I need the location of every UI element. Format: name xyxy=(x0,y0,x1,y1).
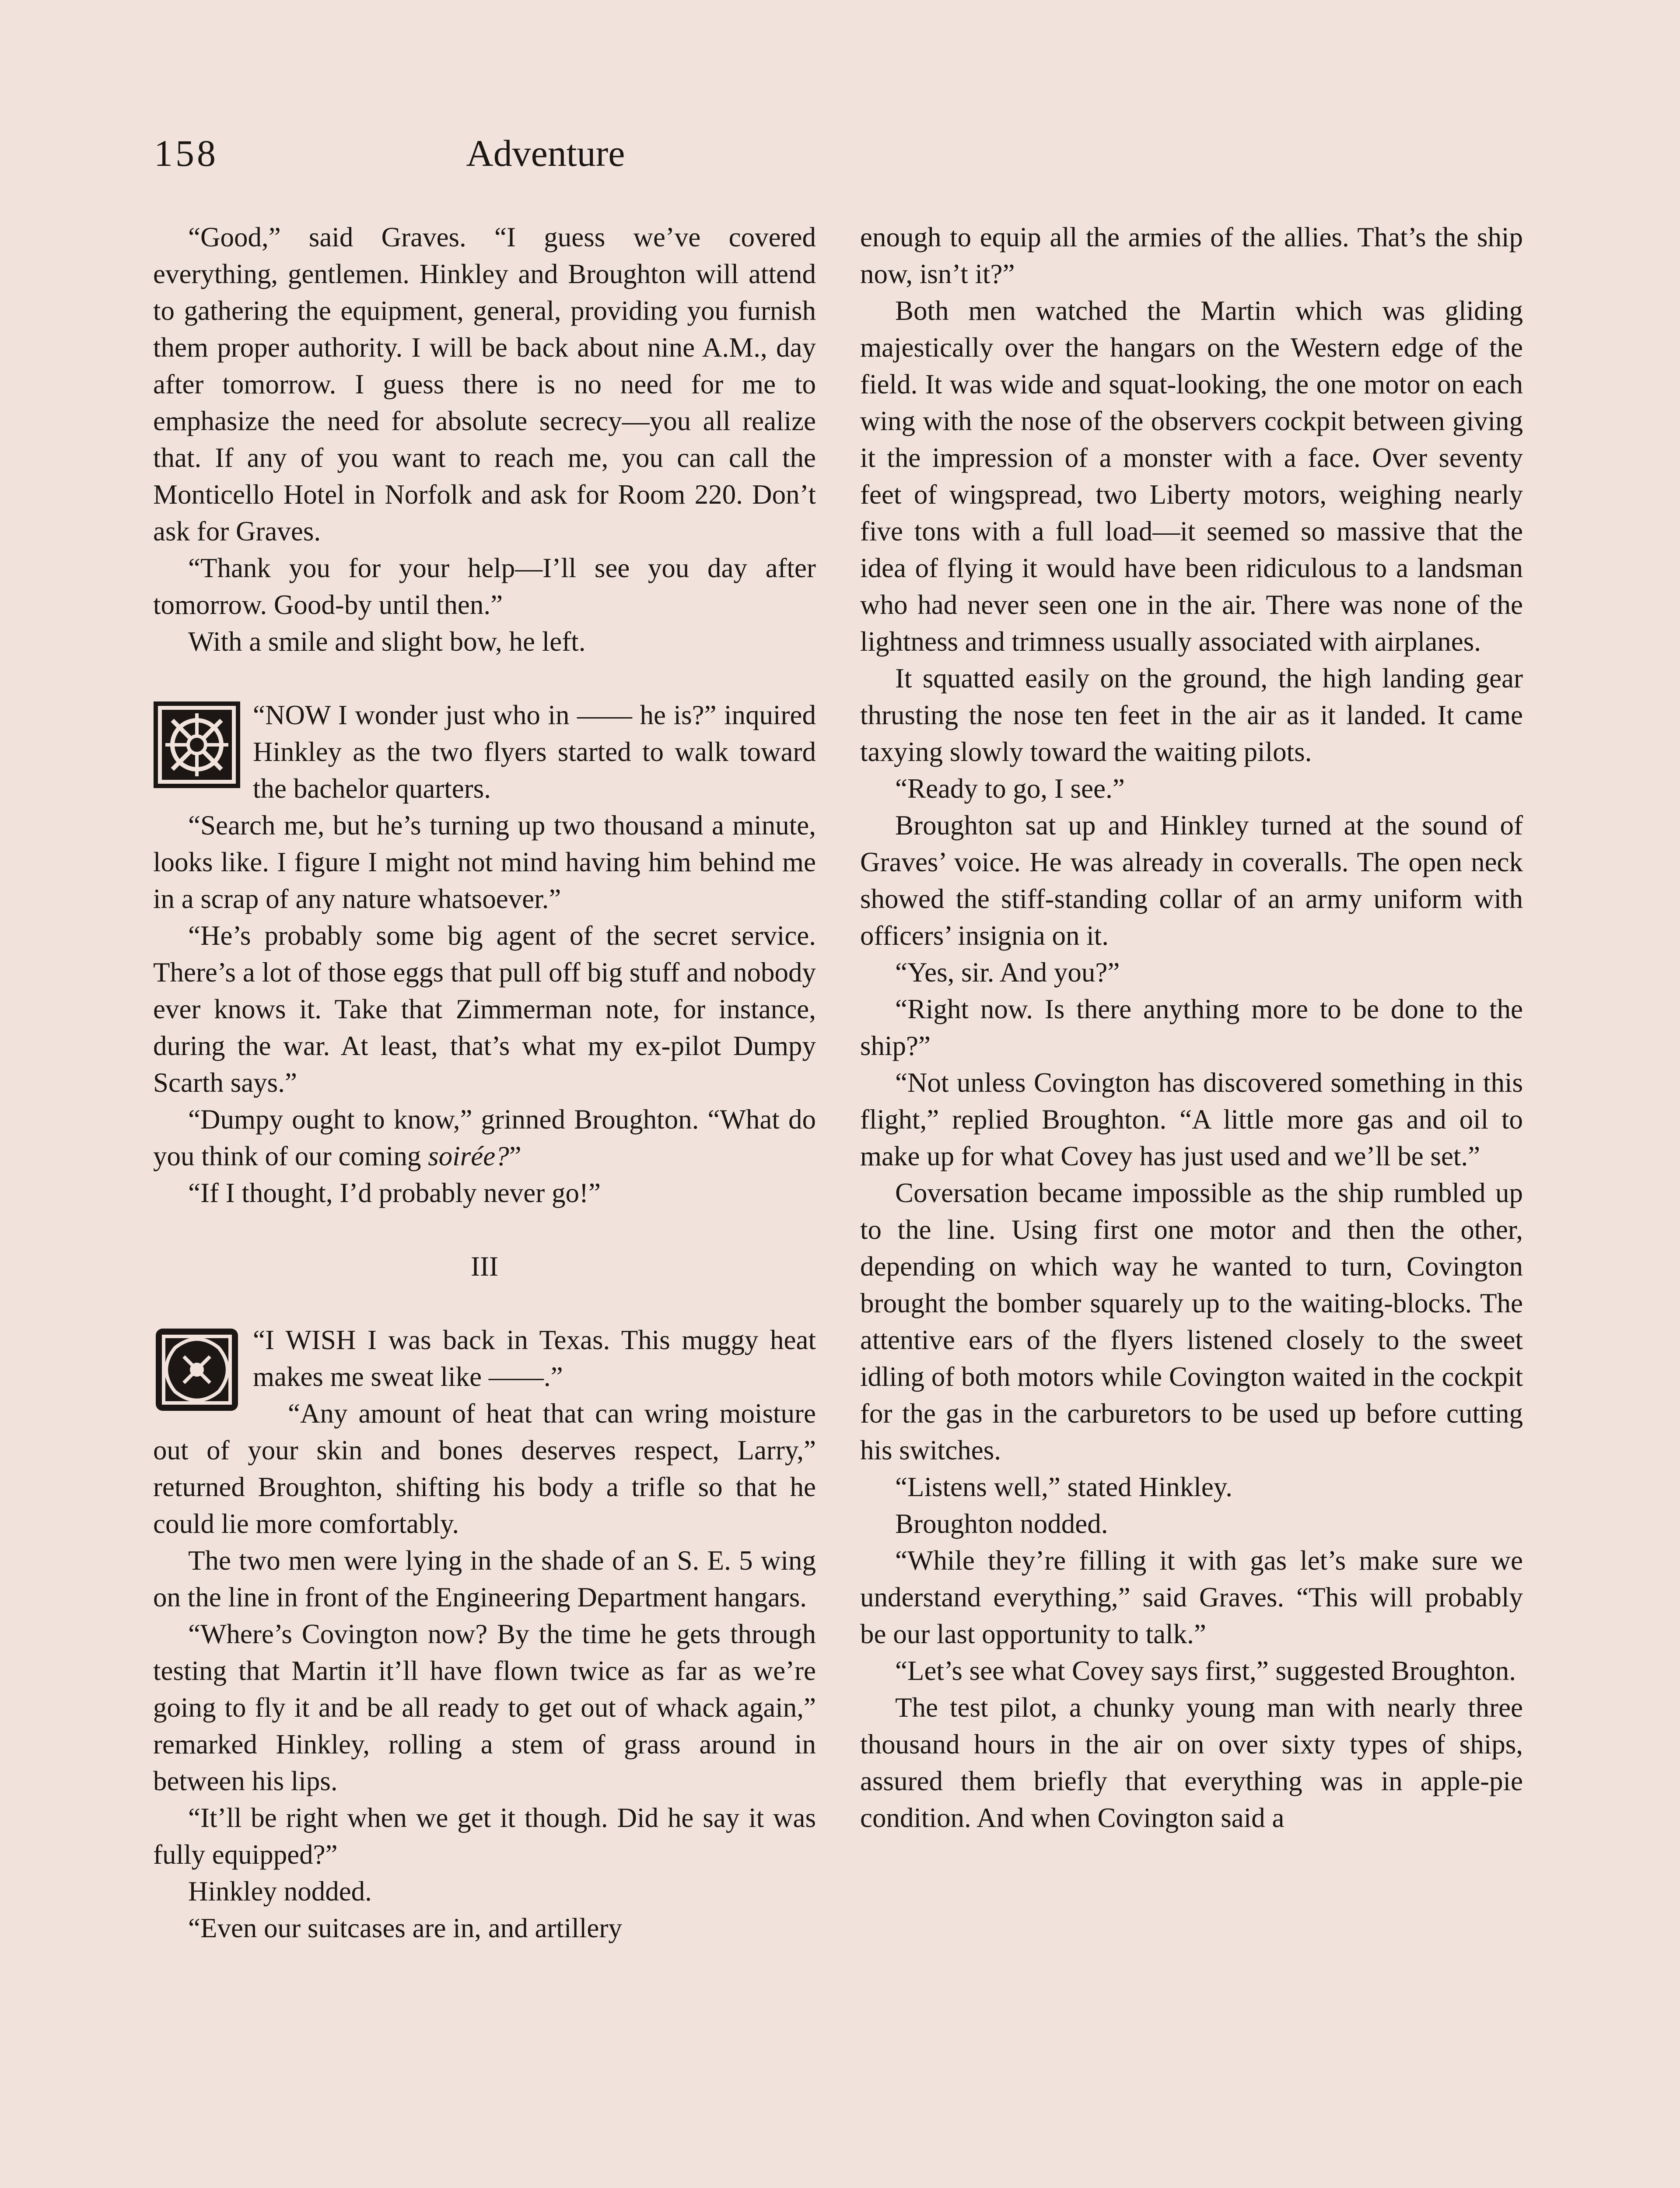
paragraph: Broughton sat up and Hinkley turned at the sound of Graves’ voice. He was already in coveralls. The open neck showed the stiff-standing collar of an army uniform with officers’ insignia on it. xyxy=(860,810,1523,951)
paragraph: Coversation became impossible as the ship rumbled up to the line. Using first one motor and then the other, depending on which way he wanted to turn, Covington brought the bomber squarely up to the waiting-blocks. The attentive ears of the flyers listened closely to the sweet idling of both motors while Covington waited in the cockpit for the gas in the carburetors to be used up before cutting his switches. xyxy=(860,1178,1523,1466)
paragraph: Broughton nodded. xyxy=(895,1508,1108,1539)
italic-word: soirée? xyxy=(428,1141,509,1171)
left-column xyxy=(153,219,816,1946)
section-heading: III xyxy=(471,1251,498,1282)
paragraph-with-dropcap xyxy=(153,1322,816,1395)
paragraph: Both men watched the Martin which was gliding majestically over the hangars on the Western edge of the field. It was wide and squat-looking, the one motor on each wing with the nose of the observers cockpit between giving it the impression of a monster with a face. Over seventy feet of wingspread, two Liberty motors, weighing nearly five tons with a full load—it seemed so massive that the idea of flying it would have been ridiculous to a landsman who had never seen one in the air. There was none of the lightness and trimness usually associated with airplanes. xyxy=(860,295,1523,657)
right-column xyxy=(860,219,1523,1836)
paragraph-text: “NOW I wonder just who in —— he is?” inquired Hinkley as the two flyers started to walk toward the bachelor quarters. xyxy=(253,700,816,804)
paragraph: “Right now. Is there anything more to be done to the ship?” xyxy=(860,994,1523,1061)
paragraph: “Listens well,” stated Hinkley. xyxy=(895,1472,1232,1502)
paragraph: “He’s probably some big agent of the secret service. There’s a lot of those eggs that pull off big stuff and nobody ever knows it. Take that Zimmerman note, for instance, during the war. At least, that’s what my ex-pilot Dumpy Scarth says.” xyxy=(153,920,816,1098)
paragraph: “Let’s see what Covey says first,” suggested Broughton. xyxy=(895,1655,1516,1686)
paragraph: The test pilot, a chunky young man with nearly three thousand hours in the air on over sixty types of ships, assured them briefly that everything was in apple-pie condition. And when Covington said a xyxy=(860,1692,1523,1833)
page-number: 158 xyxy=(154,132,218,174)
paragraph: “Yes, sir. And you?” xyxy=(895,957,1120,988)
paragraph: “Good,” said Graves. “I guess we’ve covered everything, gentlemen. Hinkley and Broughton will attend to gathering the equipment, general, providing you furnish them proper authority. I will be back about nine A.M., day after tomorrow. I guess there is no need for me to emphasize the need for absolute secrecy—you all realize that. If any of you want to reach me, you can call the Monticello Hotel in Norfolk and ask for Room 220. Don’t ask for Graves. xyxy=(153,222,816,547)
paragraph: “Where’s Covington now? By the time he gets through testing that Martin it’ll have flown twice as far as we’re going to fly it and be all ready to get out of whack again,” remarked Hinkley, rolling a stem of grass around in between his lips. xyxy=(153,1619,816,1796)
celtic-knot-dropcap-icon xyxy=(153,701,241,789)
paragraph: “Search me, but he’s turning up two thousand a minute, looks like. I figure I might not mind having him behind me in a scrap of any nature whatsoever.” xyxy=(153,810,816,914)
paragraph: It squatted easily on the ground, the high landing gear thrusting the nose ten feet in the air as it landed. It came taxying slowly toward the waiting pilots. xyxy=(860,663,1523,767)
page-header xyxy=(154,127,937,179)
ornamental-dropcap-icon xyxy=(153,1326,241,1413)
paragraph: Hinkley nodded. xyxy=(188,1876,372,1907)
magazine-title: Adventure xyxy=(466,132,625,174)
paragraph: enough to equip all the armies of the allies. That’s the ship now, isn’t it?” xyxy=(860,222,1523,289)
paragraph-text: “Dumpy ought to know,” grinned Broughton. “What do you think of our coming xyxy=(153,1104,816,1171)
paragraph: “Not unless Covington has discovered something in this flight,” replied Broughton. “A little more gas and oil to make up for what Covey has just used and we’ll be set.” xyxy=(860,1067,1523,1171)
paragraph: The two men were lying in the shade of an S. E. 5 wing on the line in front of the Engineering Department hangars. xyxy=(153,1545,816,1613)
paragraph: “Even our suitcases are in, and artillery xyxy=(188,1913,622,1943)
paragraph: With a smile and slight bow, he left. xyxy=(188,626,586,657)
closing-quote: ” xyxy=(509,1141,522,1171)
paragraph: “Ready to go, I see.” xyxy=(895,773,1125,804)
paragraph: “It’ll be right when we get it though. Did he say it was fully equipped?” xyxy=(153,1802,816,1870)
paragraph-text: “I WISH I was back in Texas. This muggy heat makes me sweat like ——.” xyxy=(253,1325,816,1392)
paragraph: “Thank you for your help—I’ll see you day after tomorrow. Good-by until then.” xyxy=(153,553,816,620)
paragraph: “If I thought, I’d probably never go!” xyxy=(188,1178,601,1208)
paragraph-with-dropcap xyxy=(153,697,816,807)
paragraph xyxy=(153,1101,816,1175)
paragraph: “While they’re filling it with gas let’s make sure we understand everything,” said Graves. “This will probably be our last opportunity to talk.” xyxy=(860,1545,1523,1649)
paragraph: “Any amount of heat that can wring moisture out of your skin and bones deserves respect, Larry,” returned Broughton, shifting his body a trifle so that he could lie more comfortably. xyxy=(153,1398,816,1539)
